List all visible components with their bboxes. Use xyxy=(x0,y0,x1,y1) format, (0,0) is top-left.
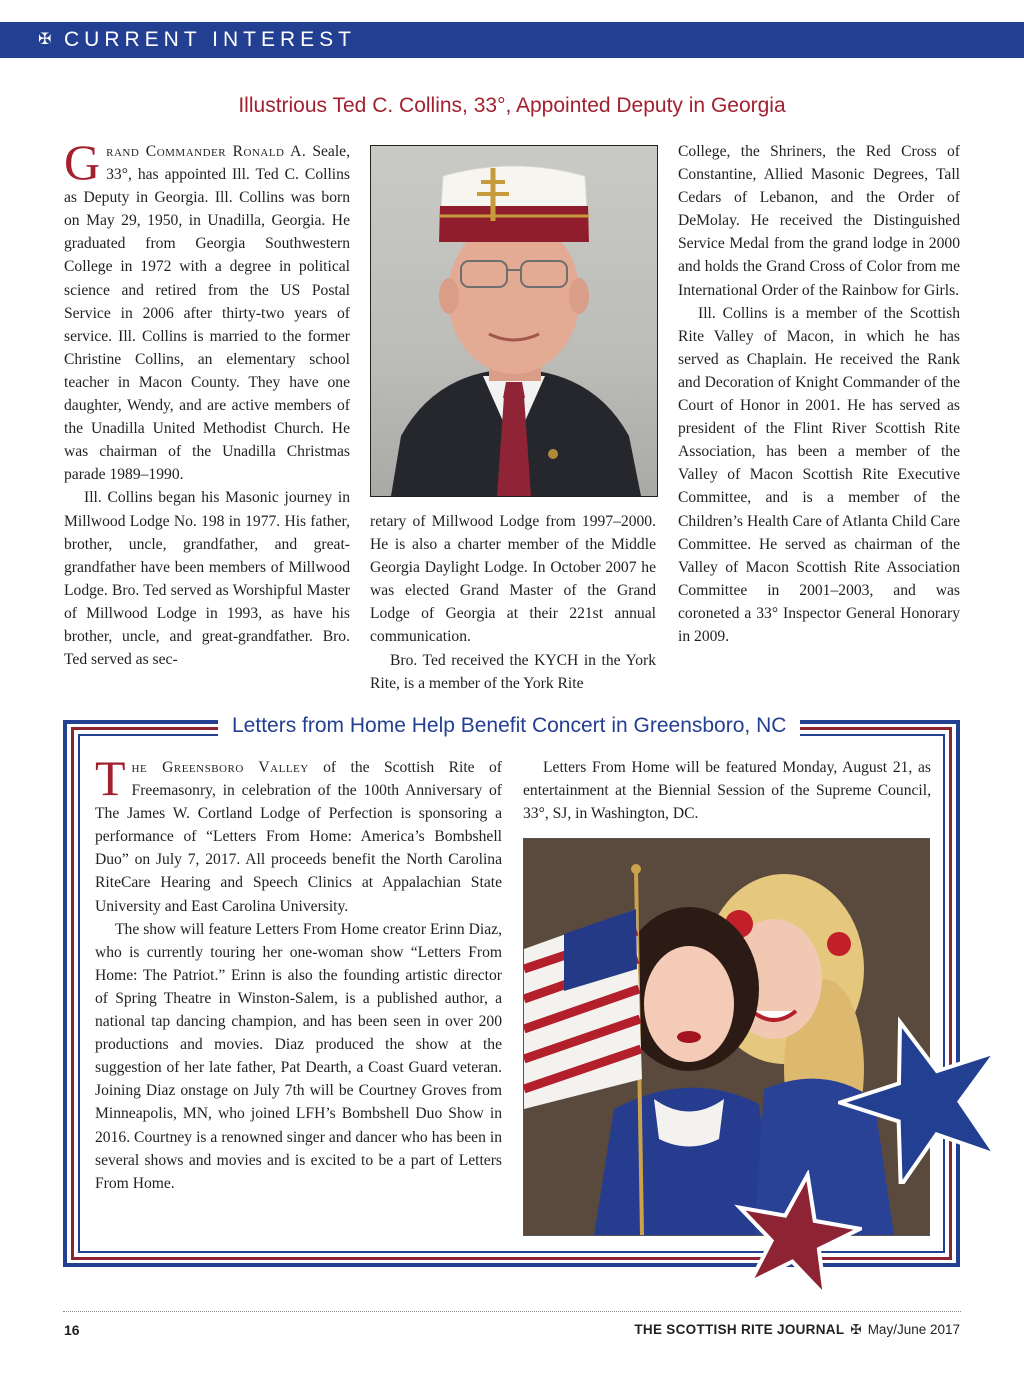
footer-publication-line xyxy=(634,1322,960,1338)
portrait-photo-ted-collins xyxy=(370,145,658,497)
article1-paragraph: College, the Shriners, the Red Cross of Constantine, Allied Masonic Degrees, Tall Cedars of Lebanon, and the Order of DeMolay. He received the Distinguished Service Medal from the grand lodge in 2000 and holds the Grand Cross of Color from me International Order of the Rainbow for Girls. xyxy=(678,143,960,299)
article2-column-2 xyxy=(523,756,931,825)
article1-column-2 xyxy=(370,510,656,695)
article1-paragraph: retary of Millwood Lodge from 1997–2000. He is also a charter member of the Middle Georgia Daylight Lodge. In October 2007 he was elected Grand Master of the Grand Lodge of Georgia at their 221st annual communication. xyxy=(370,513,656,646)
section-header-bar xyxy=(0,22,1024,58)
drop-cap: T xyxy=(95,750,126,806)
page-number: 16 xyxy=(64,1322,80,1338)
portrait-illustration xyxy=(371,146,657,496)
paragraph-text: Seale, 33°, has appointed Ill. Ted C. Collins as Deputy in Georgia. Ill. Collins was born on May 29, 1950, in Unadilla, Georgia. He graduated from Georgia Southwestern College in 1972 with a degree in political science and retired from the US Postal Service in 2006 after thirty-two years of service. Ill. Collins is married to the former Christine Collins, an elementary school teacher in Macon County. They have one daughter, Wendy, and are active members of the Unadilla United Methodist Church. He was chairman of the Unadilla Christmas parade 1989–1990. xyxy=(64,143,350,484)
blue-star-icon xyxy=(838,1014,1014,1184)
article1-paragraph: Bro. Ted received the KYCH in the York Rite, is a member of the York Rite xyxy=(370,651,656,692)
red-star-icon xyxy=(732,1170,862,1296)
cross-icon: ✠ xyxy=(38,31,57,48)
article1-paragraph xyxy=(64,134,350,486)
article1-column-1 xyxy=(64,134,350,671)
article1-paragraph: Ill. Collins began his Masonic journey in Millwood Lodge No. 198 in 1977. His father, brother, uncle, grandfather, and great-grandfather have been members of Millwood Lodge. Bro. Ted served as Worshipful Master of Millwood Lodge in 1993, as have his brother, uncle, and great-grandfather. Bro. Ted served as sec- xyxy=(64,489,350,669)
article2-paragraph xyxy=(95,750,502,918)
drop-cap: G xyxy=(64,134,101,190)
section-title: CURRENT INTEREST xyxy=(64,28,356,51)
footer-divider xyxy=(63,1311,961,1312)
lead-in-small-caps: he Greensboro Valley xyxy=(131,759,309,776)
article1-paragraph: Ill. Collins is a member of the Scottish Rite Valley of Macon, in which he has served as Chaplain. He received the Rank and Decoration of Knight Commander of the Court of Honor in 2001. He has served as president of the Flint River Scottish Rite Association, has been a member of the Valley of Macon Scottish Rite Executive Committee, and is a member of the Children’s Health Care of Atlanta Child Care Committee. He served as chairman of the Valley of Macon Scottish Rite Association Committee in 2001–2003, and was coroneted a 33° Inspector General Honorary in 2009. xyxy=(678,304,960,645)
article2-paragraph: The show will feature Letters From Home creator Erinn Diaz, who is currently touring her one-woman show “Letters From Home: The Patriot.” Erinn is also the founding artistic director of Spring Theatre in Winston-Salem, is a published author, a national tap dancing champion, and has been seen in over 200 productions and movies. Diaz produced the show at the suggestion of her late father, Pat Dearth, a Coast Guard veteran. Joining Diaz onstage on July 7th will be Courtney Groves from Minneapolis, MN, who joined LFH’s Bombshell Duo Show in 2016. Courtney is a renowned singer and dancer who has been in several shows and movies and is excited to be a part of Letters From Home. xyxy=(95,920,502,1192)
publication-name: THE SCOTTISH RITE JOURNAL xyxy=(634,1322,845,1337)
issue-date: May/June 2017 xyxy=(867,1322,960,1337)
lead-in-small-caps: rand Commander Ronald A. xyxy=(106,143,307,160)
article2-paragraph: Letters From Home will be featured Monday, August 21, as entertainment at the Biennial Session of the Supreme Council, 33°, SJ, in Washington, DC. xyxy=(523,759,931,823)
article-title-collins: Illustrious Ted C. Collins, 33°, Appointed Deputy in Georgia xyxy=(238,94,786,117)
paragraph-text: of the Scottish Rite of Freemasonry, in celebration of the 100th Anniversary of The James W. Cortland Lodge of Perfection is sponsoring a performance of “Letters From Home: America’s Bombshell Duo” on July 7, 2017. All proceeds benefit the North Carolina RiteCare Hearing and Speech Clinics at Appalachian State University and East Carolina University. xyxy=(95,759,502,915)
article-title-letters-from-home: Letters from Home Help Benefit Concert in Greensboro, NC xyxy=(218,714,800,738)
article2-column-1 xyxy=(95,750,502,1195)
article1-column-3 xyxy=(678,140,960,648)
cross-icon: ✠ xyxy=(850,1322,862,1337)
